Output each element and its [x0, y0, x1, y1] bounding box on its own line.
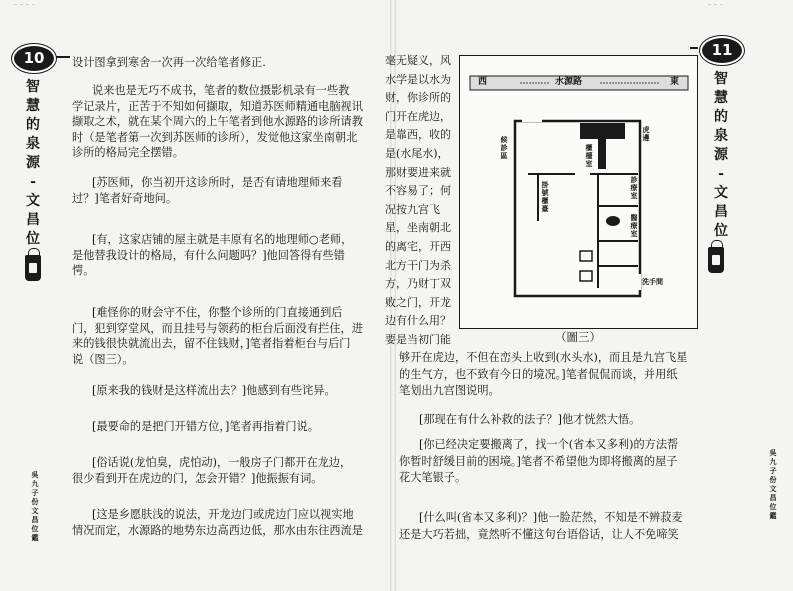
- vertical-char: 文: [26, 193, 40, 209]
- front-door-gap: [522, 116, 542, 122]
- label-road: 水源路: [555, 77, 583, 87]
- text-line: 你暂时舒缓目前的困境。]笔者不希望他为即将搬离的屋子: [399, 454, 678, 468]
- label-waiting-area: 候診區: [500, 135, 508, 160]
- vertical-char: -: [718, 166, 724, 182]
- vertical-char: 泉: [714, 128, 728, 144]
- vertical-char: 位: [26, 231, 40, 247]
- label-treatment-room: 醫療室: [630, 213, 638, 238]
- vertical-char: 文: [714, 185, 728, 201]
- text-line: [那现在有什么补救的法子？]他才恍然大悟。: [419, 413, 641, 426]
- text-line: 够开在虎边，不但在峦头上收到(水头水)，而且是九宫飞星: [399, 351, 688, 364]
- vertical-char: 位: [31, 524, 39, 533]
- text-line: 不容易了；何: [385, 184, 451, 198]
- label-east: 東: [670, 77, 680, 87]
- vertical-char: 源: [26, 155, 40, 171]
- vertical-char: 鑑: [31, 533, 39, 542]
- text-line: 情况而定，水源路的地势东边高西边低，那水由东往西流是: [72, 523, 363, 537]
- text-line: 门开在虎边，: [385, 109, 451, 123]
- vertical-char: 昌: [769, 493, 777, 502]
- text-line: 门，犯到穿堂风，而且挂号与领药的柜台后面没有拦住，进: [72, 321, 363, 335]
- vertical-char: 文: [31, 506, 39, 515]
- vertical-char: 九: [31, 479, 39, 488]
- label-tiger-side: 虎邊: [642, 125, 650, 142]
- label-registration: 掛號櫃臺: [541, 180, 549, 213]
- floor-plan-drawing: [460, 56, 697, 328]
- text-line: 的生气方，也不致有今日的境况。]笔者侃侃而谈，并用纸: [399, 367, 678, 381]
- text-line: 设计图拿到寒舍一次再一次给笔者修正.: [72, 56, 266, 69]
- text-line: 是他替我设计的格局，有什么问题吗？]他回答得有些错: [72, 248, 345, 262]
- text-line: 星，坐南朝北: [385, 221, 451, 235]
- text-line: [苏医师，你当初开这诊所时，是否有请地理师来看: [92, 176, 343, 189]
- text-line: 过？]笔者好奇地问。: [72, 191, 178, 205]
- vertical-char: 鑑: [769, 511, 777, 520]
- text-line: [什么叫(省本又多利)？]他一脸茫然，不知是不辨菽麦: [419, 511, 683, 524]
- dark-block: [580, 123, 625, 139]
- text-line: [俗话说(龙怕臭，虎怕动)，一般房子门都开在龙边，: [92, 456, 352, 469]
- building-outline: [515, 121, 640, 296]
- vertical-footer: [30, 470, 40, 542]
- vertical-char: 的: [26, 117, 40, 133]
- vertical-char: 源: [714, 147, 728, 163]
- text-line: 学记录片，正苦于不知如何撷取，知道苏医师精通电脑视讯: [72, 99, 363, 113]
- sink-icon: [580, 251, 592, 261]
- sink-icon: [580, 271, 592, 281]
- text-line: 况按九宫飞: [385, 202, 440, 216]
- back-door-gap: [635, 274, 641, 290]
- header-rule: [690, 47, 698, 49]
- text-line: 边有什么用？: [385, 314, 451, 328]
- text-line: 说（图三）。: [72, 352, 134, 366]
- text-line: [你已经决定要搬离了，找一个(省本又多利)的方法帮: [419, 438, 679, 451]
- text-line: 时（是笔者第一次到苏医师的诊所），发觉他这家坐南朝北: [72, 130, 358, 144]
- text-line: 败之门，开龙: [385, 295, 451, 309]
- text-line: 花大笔银子。: [399, 471, 467, 484]
- dark-block: [598, 139, 606, 169]
- text-line: [难怪你的财会守不住，你整个诊所的门直接通到后: [92, 306, 343, 319]
- vertical-char: 慧: [714, 90, 728, 106]
- label-west: 西: [478, 77, 488, 87]
- text-line: 笔划出九宫图说明。: [399, 384, 500, 397]
- vertical-char: 九: [769, 457, 777, 466]
- vertical-char: 昌: [26, 212, 40, 228]
- vertical-char: 昌: [714, 204, 728, 220]
- vertical-char: 智: [26, 79, 40, 95]
- vertical-footer: [768, 448, 778, 520]
- floor-plan-figure: [459, 55, 698, 329]
- text-line: 是靠西，收的: [385, 128, 451, 142]
- vertical-char: 子: [31, 488, 39, 497]
- vertical-book-title: [712, 70, 730, 241]
- page-number-badge: 10: [12, 44, 56, 73]
- vertical-book-title: [24, 78, 42, 249]
- vertical-char: -: [30, 174, 36, 190]
- vertical-char: 份: [769, 475, 777, 484]
- vertical-char: 子: [769, 466, 777, 475]
- vertical-char: 昌: [31, 515, 39, 524]
- text-line: 是(水尾水)，: [385, 147, 449, 160]
- vertical-char: 智: [714, 71, 728, 87]
- text-line: 来的钱很快就流出去，留不住钱财，]笔者指着柜台与后门: [72, 337, 351, 350]
- vertical-char: 泉: [26, 136, 40, 152]
- top-note-left: — — — —: [14, 2, 36, 8]
- vertical-char: 位: [714, 223, 728, 239]
- text-line: 诊所的格局完全摆错。: [72, 146, 184, 159]
- vertical-char: 吳: [769, 448, 777, 457]
- lantern-icon: [25, 255, 41, 281]
- text-line: [最要命的是把门开错方位，]笔者再指着门说。: [92, 420, 319, 433]
- text-line: 要是当初门能: [385, 333, 451, 346]
- text-line: [有，这家店铺的屋主就是丰原有名的地理师○老师，: [92, 233, 353, 246]
- text-line: 方，乃财丁双: [385, 277, 451, 291]
- text-line: 还是大巧若拙，竟然听不懂这句台语俗话，让人不免啼笑: [399, 527, 679, 541]
- text-line: [这是乡愿肤浅的说法，开龙边门或虎边门应以视实地: [92, 508, 354, 521]
- text-line: 很少看到开在虎边的门，怎会开错？]他振振有词。: [72, 471, 323, 485]
- figure-caption: （圖三）: [555, 330, 601, 344]
- lantern-icon: [708, 247, 724, 273]
- text-line: 愕。: [72, 264, 95, 277]
- label-washroom: 洗手間: [642, 277, 663, 286]
- text-line: 财，你诊所的: [385, 91, 451, 105]
- header-rule: [56, 56, 70, 58]
- text-line: [原来我的钱财是这样流出去？]他感到有些诧异。: [92, 384, 336, 397]
- label-consult-room: 診療室: [630, 175, 638, 200]
- vertical-char: 文: [769, 484, 777, 493]
- vertical-char: 份: [31, 497, 39, 506]
- top-note-right: — — —: [708, 2, 724, 8]
- text-line: 说来也是无巧不成书，笔者的数位摄影机录有一些教: [92, 84, 350, 97]
- text-line: 水学是以水为: [385, 72, 451, 86]
- text-line: 北方干门为杀: [385, 258, 451, 272]
- label-counter: 櫃檯室: [585, 143, 593, 168]
- toilet-icon: [606, 216, 620, 226]
- page-number-badge: 11: [700, 36, 744, 65]
- vertical-char: 慧: [26, 98, 40, 114]
- text-line: 的离宅，开西: [385, 240, 451, 253]
- vertical-char: 吳: [31, 470, 39, 479]
- vertical-char: 位: [769, 502, 777, 511]
- text-line: 毫无疑义，风: [385, 54, 451, 67]
- text-line: 撷取之术，就在某个周六的上午笔者到他水源路的诊所请教: [72, 115, 363, 128]
- vertical-char: 的: [714, 109, 728, 125]
- text-line: 那财要进来就: [385, 165, 451, 179]
